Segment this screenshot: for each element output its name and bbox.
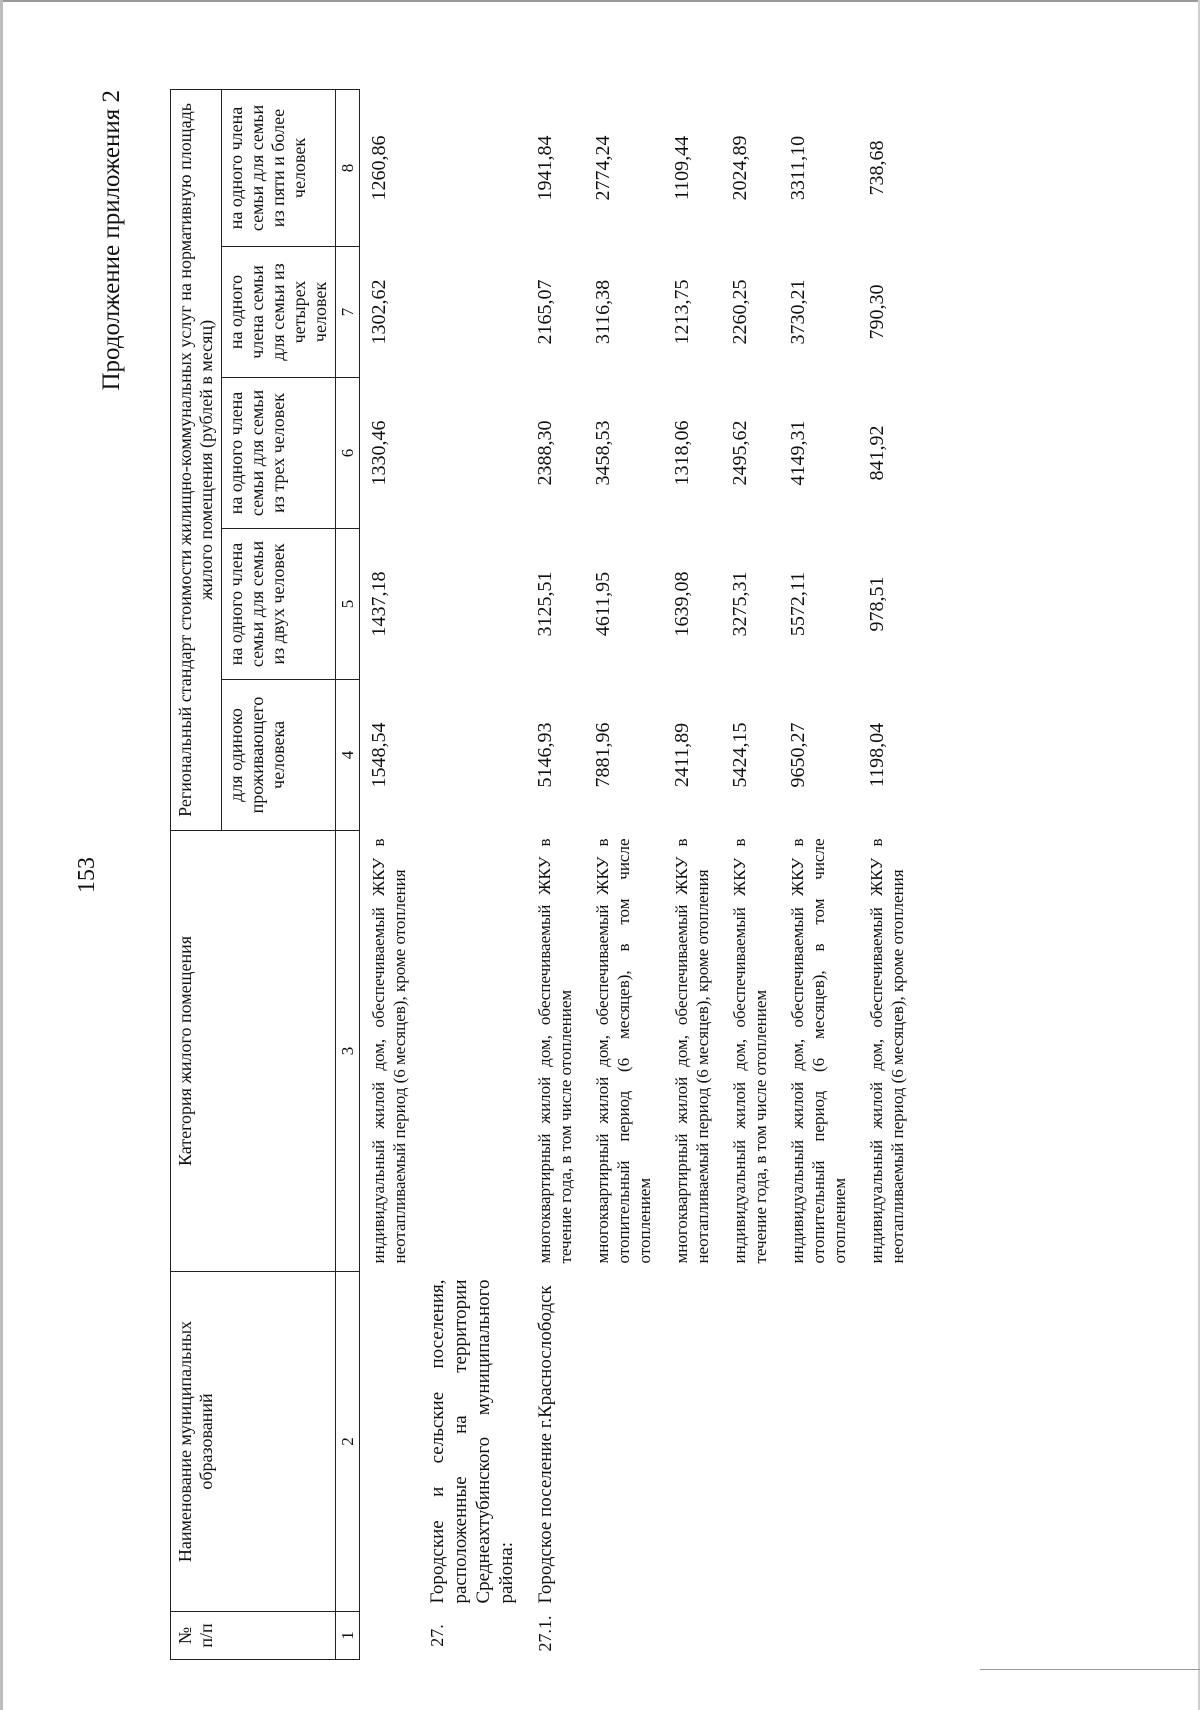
rotated-document-page: [74, 90, 1080, 1660]
value-three: 4149,31: [787, 420, 809, 486]
column-number: 4: [336, 680, 360, 831]
value-three: 2495,62: [729, 420, 751, 486]
header-group-regional-standard: Региональный стандарт стоимости жилищно-коммунальных услуг на нормативную площадь жилого помещения (рублей в месяц): [171, 89, 222, 830]
row-number: 27.1.: [535, 1615, 555, 1652]
value-two: 1639,08: [671, 571, 693, 637]
column-number-row: [336, 89, 360, 1659]
row-number: [725, 1612, 783, 1660]
column-number: 6: [336, 378, 360, 529]
value-four: [422, 247, 530, 378]
row-number: [588, 1612, 667, 1660]
table-row: [588, 89, 667, 1659]
value-five-plus: 2024,89: [729, 135, 751, 201]
header-col-four: на одного члена семьи для семьи из четырех человек: [222, 247, 336, 378]
value-single: 7881,96: [592, 722, 614, 788]
column-number: 1: [336, 1612, 360, 1660]
housing-category: индивидуальный жилой дом, обеспечиваемый ЖКУ в течение года, в том числе отоплением: [730, 838, 770, 1264]
table-row: [667, 89, 725, 1659]
municipality-name: [588, 1272, 667, 1612]
header-col-number: № п/п: [171, 1612, 336, 1660]
header-row-1: [171, 89, 222, 1659]
value-single: 5146,93: [534, 722, 556, 788]
value-four: 3116,38: [592, 279, 614, 345]
table-row: [725, 89, 783, 1659]
municipality-name: [725, 1272, 783, 1612]
table-row: [862, 89, 920, 1659]
scan-edge-left: [0, 0, 3, 1710]
value-five-plus: 1260,86: [368, 135, 390, 201]
value-single: 1548,54: [368, 722, 390, 788]
table-row: [530, 89, 588, 1659]
value-five-plus: 1941,84: [534, 135, 556, 201]
value-four: 1302,62: [368, 279, 390, 345]
housing-category: многоквартирный жилой дом, обеспечиваемый ЖКУ в неотапливаемый период (6 месяцев), кроме отопления: [672, 838, 712, 1264]
housing-category: индивидуальный жилой дом, обеспечиваемый ЖКУ в отопительный период (6 месяцев), в том числе отоплением: [788, 838, 849, 1264]
municipality-name: [667, 1272, 725, 1612]
municipality-name: [783, 1272, 862, 1612]
value-two: [422, 529, 530, 680]
value-four: 2260,25: [729, 279, 751, 345]
scan-edge-bottom: [980, 1669, 1200, 1670]
header-col-municipality: Наименование муниципальных образований: [171, 1272, 336, 1612]
table-row: [783, 89, 862, 1659]
housing-cost-standard-table: [170, 89, 920, 1660]
header-col-single: для одиноко проживающего человека: [222, 680, 336, 831]
value-single: 1198,04: [866, 722, 888, 788]
housing-category: многоквартирный жилой дом, обеспечиваемый ЖКУ в отопительный период (6 месяцев), в том числе отоплением: [593, 838, 654, 1264]
housing-category: индивидуальный жилой дом, обеспечиваемый ЖКУ в неотапливаемый период (6 месяцев), кроме отопления: [867, 838, 907, 1264]
municipality-name: [360, 1272, 423, 1612]
value-single: 5424,15: [729, 722, 751, 788]
value-five-plus: 738,68: [866, 140, 888, 196]
header-col-three: на одного члена семьи для семьи из трех человек: [222, 378, 336, 529]
value-three: 1318,06: [671, 420, 693, 486]
value-single: 9650,27: [787, 722, 809, 788]
municipality-name: [862, 1272, 920, 1612]
row-number: 27.: [427, 1624, 447, 1647]
header-col-category: Категория жилого помещения: [171, 831, 336, 1272]
row-number: [360, 1612, 423, 1660]
value-four: 2165,07: [534, 279, 556, 345]
housing-category: многоквартирный жилой дом, обеспечиваемый ЖКУ в течение года, в том числе отоплением: [535, 838, 575, 1264]
value-three: [422, 378, 530, 529]
column-number: 3: [336, 831, 360, 1272]
housing-category: [422, 831, 530, 1272]
column-number: 7: [336, 247, 360, 378]
value-four: 1213,75: [671, 279, 693, 345]
row-number: [783, 1612, 862, 1660]
value-three: 1330,46: [368, 420, 390, 486]
value-five-plus: 2774,24: [592, 135, 614, 201]
row-number: [667, 1612, 725, 1660]
scan-edge-top: [0, 0, 1200, 2]
value-three: 841,92: [866, 425, 888, 481]
value-two: 5572,11: [787, 571, 809, 637]
header-col-five-plus: на одного члена семьи для семьи из пяти и более человек: [222, 89, 336, 246]
value-four: 790,30: [866, 284, 888, 340]
value-two: 3275,31: [729, 571, 751, 637]
column-number: 2: [336, 1272, 360, 1612]
value-three: 3458,53: [592, 420, 614, 486]
table-row: [360, 89, 423, 1659]
housing-category: индивидуальный жилой дом, обеспечиваемый ЖКУ в неотапливаемый период (6 месяцев), кроме отопления: [369, 838, 409, 1264]
value-two: 4611,95: [592, 571, 614, 637]
column-number: 8: [336, 89, 360, 246]
header-col-two: на одного члена семьи для семьи из двух человек: [222, 529, 336, 680]
value-single: 2411,89: [671, 722, 693, 788]
value-three: 2388,30: [534, 420, 556, 486]
value-four: 3730,21: [787, 279, 809, 345]
column-number: 5: [336, 529, 360, 680]
row-number: [862, 1612, 920, 1660]
value-two: 3125,51: [534, 571, 556, 637]
municipality-name: Городские и сельские поселения, расположенные на территории Среднеахтубинского муниципального района:: [427, 1279, 517, 1604]
value-two: 1437,18: [368, 571, 390, 637]
value-two: 978,51: [866, 576, 888, 632]
value-five-plus: 1109,44: [671, 135, 693, 201]
page-number: 153: [74, 857, 100, 893]
value-five-plus: [422, 89, 530, 246]
value-single: [422, 680, 530, 831]
municipality-name: Городское поселение г.Краснослободск: [535, 1285, 556, 1604]
table-row: [422, 89, 530, 1659]
value-five-plus: 3311,10: [787, 135, 809, 201]
continuation-title: Продолжение приложения 2: [98, 90, 125, 391]
